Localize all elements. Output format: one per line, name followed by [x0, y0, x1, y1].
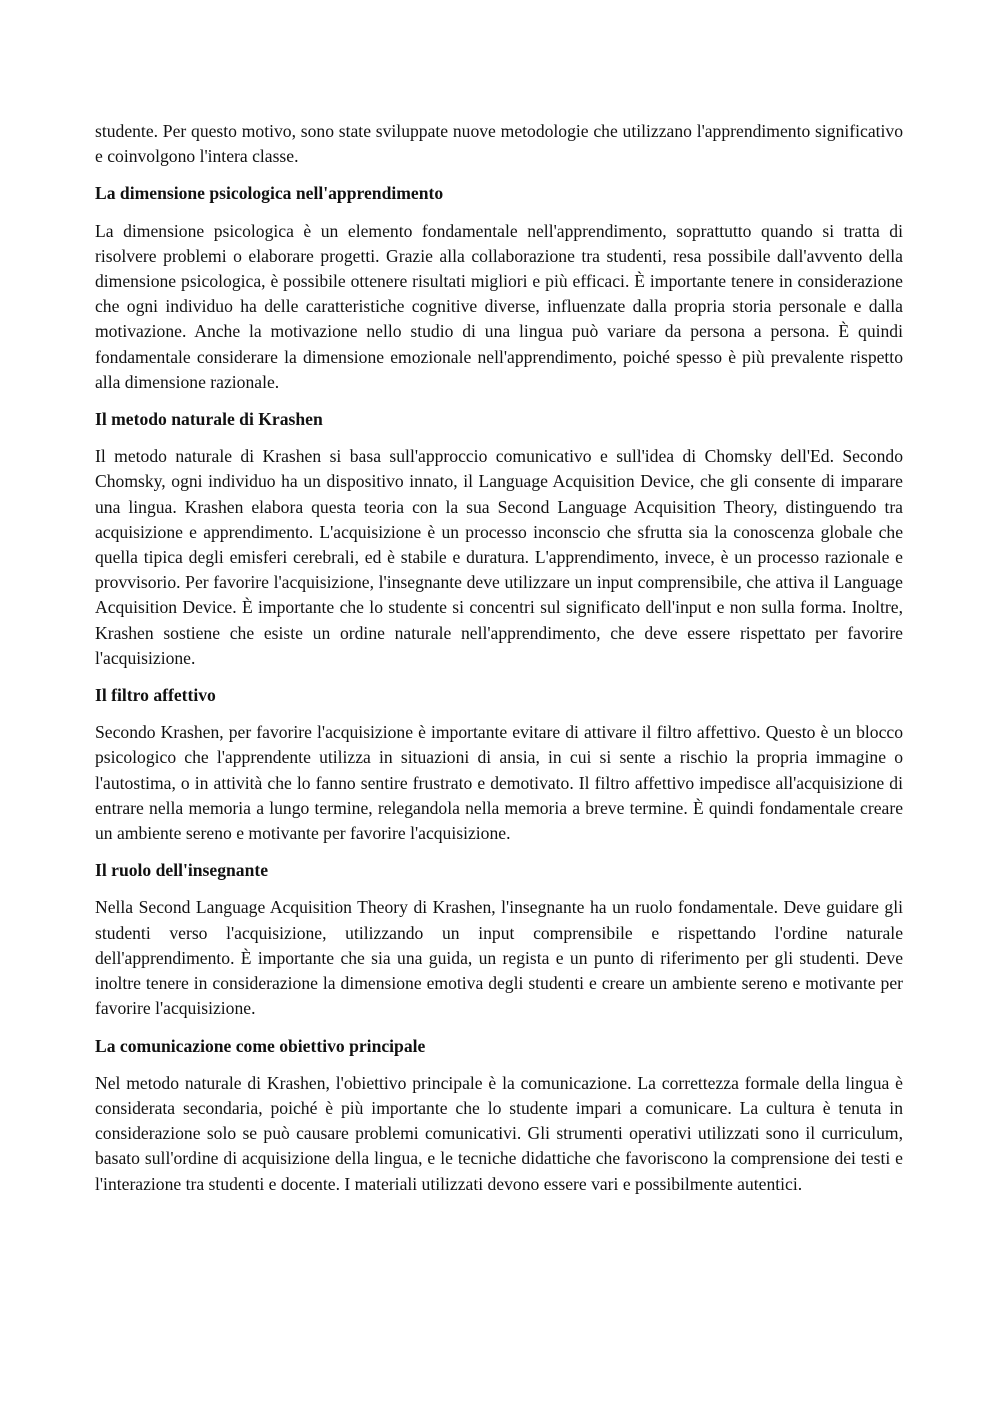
section-body-teacher-role: Nella Second Language Acquisition Theory di Krashen, l'insegnante ha un ruolo fondamentale. Deve guidare gli studenti verso l'acquisizione, utilizzando un input comprensibile e rispettando l'ordine naturale dell'apprendimento. È importante che sia una guida, un regista e un punto di riferimento per gli studenti. Deve inoltre tenere in considerazione la dimensione emotiva degli studenti e creare un ambiente sereno e motivante per favorire l'acquisizione. [95, 897, 903, 1019]
intro-paragraph: studente. Per questo motivo, sono state sviluppate nuove metodologie che utilizzano l'apprendimento significativo e coinvolgono l'intera classe. [95, 121, 903, 167]
section-body-psychological-dimension: La dimensione psicologica è un elemento fondamentale nell'apprendimento, soprattutto quando si tratta di risolvere problemi o elaborare progetti. Grazie alla collaborazione tra studenti, resa possibile dall'avvento della dimensione psicologica, è possibile ottenere risultati migliori e più efficaci. È importante tenere in considerazione che ogni individuo ha delle caratteristiche cognitive diverse, influenzate dalla propria storia personale e dalla motivazione. Anche la motivazione nello studio di una lingua può variare da persona a persona. È quindi fondamentale considerare la dimensione emozionale nell'apprendimento, poiché spesso è più prevalente rispetto alla dimensione razionale. [95, 220, 903, 392]
section-heading-krashen-natural-method: Il metodo naturale di Krashen [95, 409, 323, 430]
section-body-krashen-natural-method: Il metodo naturale di Krashen si basa sull'approccio comunicativo e sull'idea di Chomsky dell'Ed. Secondo Chomsky, ogni individuo ha un dispositivo innato, il Language Acquisition Device, che gli consente di imparare una lingua. Krashen elabora questa teoria con la sua Second Language Acquisition Theory, distinguendo tra acquisizione e apprendimento. L'acquisizione è un processo inconscio che sfrutta sia la conoscenza globale che quella tipica degli emisferi cerebrali, ed è stabile e duratura. L'apprendimento, invece, è un processo razionale e provvisorio. Per favorire l'acquisizione, l'insegnante deve utilizzare un input comprensibile, che attiva il Language Acquisition Device. È importante che lo studente si concentri sul significato dell'input e non sulla forma. Inoltre, Krashen sostiene che esiste un ordine naturale nell'apprendimento, che deve essere rispettato per favorire l'acquisizione. [95, 446, 903, 668]
section-heading-teacher-role: Il ruolo dell'insegnante [95, 860, 269, 881]
section-heading-communication-goal: La comunicazione come obiettivo principale [95, 1035, 426, 1056]
document-content [95, 119, 903, 1209]
section-heading-psychological-dimension: La dimensione psicologica nell'apprendimento [95, 183, 444, 204]
section-body-affective-filter: Secondo Krashen, per favorire l'acquisizione è importante evitare di attivare il filtro affettivo. Questo è un blocco psicologico che l'apprendente utilizza in situazioni di ansia, in cui si sente a rischio la propria immagine o l'autostima, o in attività che lo fanno sentire frustrato e demotivato. Il filtro affettivo impedisce all'acquisizione di entrare nella memoria a lungo termine, relegandola nella memoria a breve termine. È quindi fondamentale creare un ambiente sereno e motivante per favorire l'acquisizione. [95, 722, 903, 844]
section-heading-affective-filter: Il filtro affettivo [95, 685, 216, 706]
section-body-communication-goal: Nel metodo naturale di Krashen, l'obiettivo principale è la comunicazione. La correttezza formale della lingua è considerata secondaria, poiché è più importante che lo studente impari a comunicare. La cultura è tenuta in considerazione solo se può causare problemi comunicativi. Gli strumenti operativi utilizzati sono il curriculum, basato sull'ordine di acquisizione della lingua, e le tecniche didattiche che favoriscono la comprensione dei testi e l'interazione tra studenti e docente. I materiali utilizzati devono essere vari e possibilmente autentici. [95, 1072, 903, 1194]
